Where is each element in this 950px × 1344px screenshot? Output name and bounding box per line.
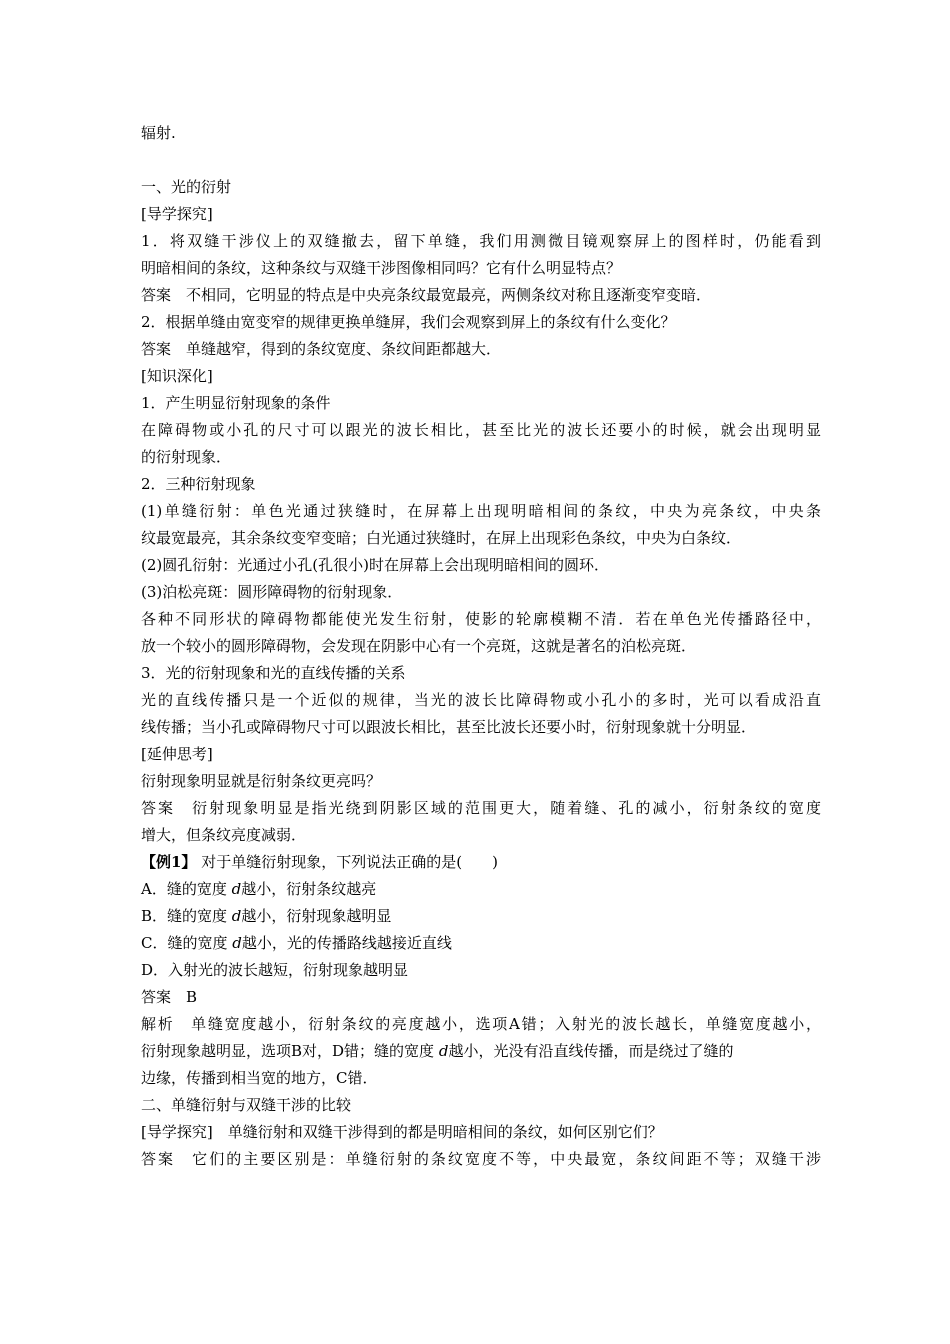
- question-line: 明暗相间的条纹，这种条纹与双缝干涉图像相同吗？它有什么明显特点？: [141, 259, 622, 277]
- option-text: B．缝的宽度: [141, 907, 232, 925]
- option-text: 越小，衍射条纹越亮: [241, 880, 377, 898]
- variable-d: d: [438, 1042, 449, 1060]
- example-question-text: 对于单缝衍射现象，下列说法正确的是( ): [201, 853, 498, 871]
- section-heading: 一、光的衍射: [141, 178, 232, 196]
- text-line: 各种不同形状的障碍物都能使光发生衍射，使影的轮廓模糊不清．若在单色光传播路径中，: [141, 610, 821, 628]
- option-text: 越小，光的传播路线越接近直线: [241, 934, 452, 952]
- variable-d: d: [231, 880, 242, 898]
- variable-d: d: [231, 907, 242, 925]
- text-line: 衍射现象明显就是衍射条纹更亮吗？: [141, 772, 382, 790]
- bracket-heading: [导学探究]: [141, 205, 213, 223]
- analysis-line: 解析 单缝宽度越小，衍射条纹的亮度越小，选项A错；入射光的波长越长，单缝宽度越小，: [141, 1015, 821, 1033]
- analysis-text: 越小，光没有沿直线传播，而是绕过了缝的: [448, 1042, 734, 1060]
- option-b: [141, 905, 821, 927]
- text-line: 放一个较小的圆形障碍物，会发现在阴影中心有一个亮斑，这就是著名的泊松亮斑．: [141, 637, 697, 655]
- subheading: 1．产生明显衍射现象的条件: [141, 394, 331, 412]
- inquiry-text: 单缝衍射和双缝干涉得到的都是明暗相间的条纹，如何区别它们？: [212, 1123, 663, 1141]
- analysis-text: 衍射现象越明显，选项B对，D错；缝的宽度: [141, 1042, 439, 1060]
- option-text: A．缝的宽度: [141, 880, 232, 898]
- answer-line: 答案 衍射现象明显是指光绕到阴影区域的范围更大，随着缝、孔的减小，衍射条纹的宽度: [141, 799, 821, 817]
- bracket-heading: [知识深化]: [141, 367, 213, 385]
- bracket-heading: [导学探究]: [141, 1123, 213, 1141]
- variable-d: d: [232, 934, 242, 952]
- example-answer: 答案 B: [141, 988, 198, 1006]
- example-label: 【例1】: [141, 853, 197, 871]
- analysis-line: 边缘，传播到相当宽的地方，C错．: [141, 1069, 378, 1087]
- text-line: 的衍射现象．: [141, 448, 232, 466]
- inquiry-line: [141, 1121, 821, 1143]
- example-question: [141, 851, 821, 873]
- analysis-line: [141, 1040, 821, 1062]
- answer-line: 答案 单缝越窄，得到的条纹宽度、条纹间距都越大．: [141, 340, 502, 358]
- option-text: C．缝的宽度: [141, 934, 233, 952]
- section-heading: 二、单缝衍射与双缝干涉的比较: [141, 1096, 352, 1114]
- answer-line: 答案 不相同，它明显的特点是中央亮条纹最宽最亮，两侧条纹对称且逐渐变窄变暗．: [141, 286, 712, 304]
- subheading: 2．三种衍射现象: [141, 475, 256, 493]
- option-d: D．入射光的波长越短，衍射现象越明显: [141, 961, 409, 979]
- answer-line: 答案 它们的主要区别是：单缝衍射的条纹宽度不等，中央最宽，条纹间距不等；双缝干涉: [141, 1150, 821, 1168]
- text-line: (3)泊松亮斑：圆形障碍物的衍射现象．: [141, 583, 403, 601]
- text-line: 纹最宽最亮，其余条纹变窄变暗；白光通过狭缝时，在屏上出现彩色条纹，中央为白条纹．: [141, 529, 742, 547]
- option-text: 越小，衍射现象越明显: [241, 907, 392, 925]
- question-line: 1．将双缝干涉仪上的双缝撤去，留下单缝，我们用测微目镜观察屏上的图样时，仍能看到: [141, 232, 821, 250]
- text-line: 辐射.: [141, 124, 176, 142]
- text-line: 线传播；当小孔或障碍物尺寸可以跟波长相比，甚至比波长还要小时，衍射现象就十分明显．: [141, 718, 757, 736]
- text-line: (1)单缝衍射：单色光通过狭缝时，在屏幕上出现明暗相间的条纹，中央为亮条纹，中央条: [141, 502, 821, 520]
- text-line: 在障碍物或小孔的尺寸可以跟光的波长相比，甚至比光的波长还要小的时候，就会出现明显: [141, 421, 821, 439]
- text-line: 光的直线传播只是一个近似的规律，当光的波长比障碍物或小孔小的多时，光可以看成沿直: [141, 691, 821, 709]
- option-a: [141, 878, 821, 900]
- bracket-heading: [延伸思考]: [141, 745, 213, 763]
- text-line: 增大，但条纹亮度减弱．: [141, 826, 307, 844]
- subheading: 3．光的衍射现象和光的直线传播的关系: [141, 664, 406, 682]
- option-c: [141, 932, 821, 954]
- text-line: (2)圆孔衍射：光通过小孔(孔很小)时在屏幕上会出现明暗相间的圆环．: [141, 556, 609, 574]
- question-line: 2．根据单缝由宽变窄的规律更换单缝屏，我们会观察到屏上的条纹有什么变化？: [141, 313, 676, 331]
